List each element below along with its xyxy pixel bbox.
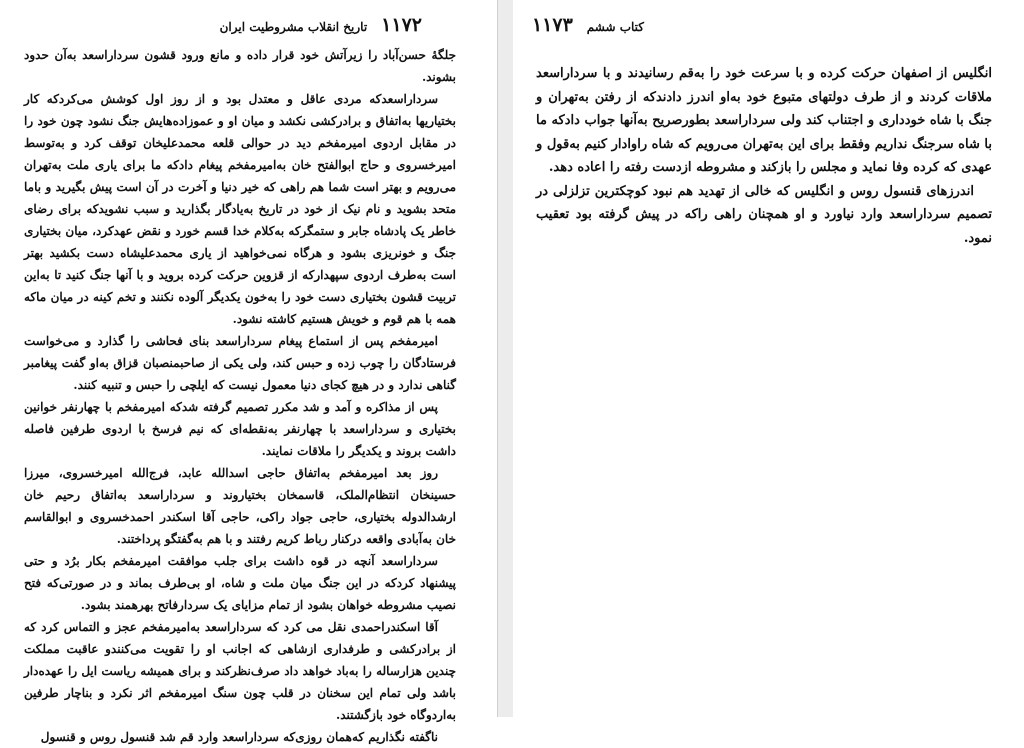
left-page-body <box>24 44 456 748</box>
paragraph: ناگفته نگذاریم که‌همان روزی‌که سرداراسعد وارد قم شد قنسول روس و قنسول <box>40 730 438 744</box>
left-running-title: تاریخ انقلاب مشروطیت ایران <box>219 20 368 34</box>
paragraph: امیرمفخم پس از استماع پیغام سرداراسعد بنای فحاشی را گذارد و می‌خواست فرستادگان را چوب زده و حبس کند، ولی یکی از صاحبمنصبان قزاق به‌او گفت پیغامبر گناهی ندارد و در هیچ کجای دنیا معمول نیست که ایلچی را حبس و تنبیه کنند. <box>24 334 456 392</box>
paragraph: انگلیس از اصفهان حرکت کرده و با سرعت خود را به‌قم رسانیدند و با سرداراسعد ملاقات کردند و از طرف دولتهای متبوع خود به‌او اندرز دادندکه از رفتن به‌تهران و جنگ با شاه خودداری و اجتناب کند ولی سرداراسعد بطورصریح به‌آنها جواب دادکه ما با شاه سرجنگ نداریم وفقط برای این به‌تهران می‌رویم که شاه راوادار کنیم به‌قول و عهدی که کرده وفا نماید و مجلس را بازکند و مشروطه ازدست رفته را اعاده دهد. <box>536 66 992 175</box>
paragraph: اندرزهای قنسول روس و انگلیس که خالی از تهدید هم نبود کوچکترین تزلزلی در تصمیم سرداراسعد وارد نیاورد و او همچنان راهی راکه در پیش گرفته بود تعقیب نمود. <box>536 183 992 246</box>
paragraph: سرداراسعدکه مردی عاقل و معتدل بود و از روز اول کوشش می‌کردکه کار بختیاریها به‌اتفاق و برادرکشی نکشد و میان او و عموزاده‌هایش جنگ نشود چون خود را در مقابل اردوی امیرمفخم دید در حوالی قلعه محمدعلیخان توقف کرد و به‌توسط امیرخسروی و حاج ابوالفتح خان به‌امیرمفخم پیغام دادکه ما برای یاری ملت به‌تهران می‌رویم و بهتر است شما هم راهی که خیر دنیا و آخرت در آن است پیش بگیرید و باما متحد بشوید و نام نیک از خود در تاریخ به‌یادگار بگذارید و سبب نشویدکه برای رضای خاطر یک پادشاه جابر و ستمگرکه به‌کلام خدا قسم خورد و نقض عهدکرد، میان بختیاری جنگ و خونریزی بشود و هرگاه نمی‌خواهید از یاری محمدعلیشاه دست بکشید بهتر است به‌طرف اردوی سپهدارکه از قزوین حرکت کرده بروید و با آنها جنگ کنید تا به‌این تربیت قشون بختیاری دست خود را به‌خون یکدیگر آلوده نکنند و تخم کینه در میان ماکه همه با هم قوم و خویش هستیم کاشته نشود. <box>24 92 456 326</box>
left-page <box>0 0 512 744</box>
right-page-number: ۱۱۷۳ <box>531 14 573 36</box>
right-page-body <box>536 62 992 250</box>
left-page-header <box>220 14 422 40</box>
paragraph: پس از مذاکره و آمد و شد مکرر تصمیم گرفته شدکه امیرمفخم با چهارنفر خوانین بختیاری و سرداراسعد با چهارنفر به‌نقطه‌ای که نیم فرسخ با اردوی طرفین فاصله داشت بروند و یکدیگر را ملاقات نمایند. <box>24 400 456 458</box>
right-page-header <box>532 14 644 40</box>
paragraph: روز بعد امیرمفخم به‌اتفاق حاجی اسدالله عابد، فرج‌الله امیرخسروی، میرزا حسینخان انتظام‌الملک، قاسمخان بختیاروند و سرداراسعد به‌اتفاق رحیم خان ارشدالدوله بختیاری، حاجی جواد راکی، حاجی آقا اسکندر احمدخسروی و ابوالقاسم خان به‌آبادی واقعه درکنار رباط کریم رفتند و با هم به‌گفتگو پرداختند. <box>24 466 456 546</box>
paragraph: سرداراسعد آنچه در قوه داشت برای جلب موافقت امیرمفخم بکار برُد و حتی پیشنهاد کردکه در این جنگ میان ملت و شاه، او بی‌طرف بماند و در صورتی‌که فتح نصیب مشروطه خواهان بشود از تمام مزایای یک سردارفاتح بهرهمند بشود. <box>24 554 456 612</box>
paragraph: جلگهٔ حسن‌آباد را زیرآتش خود قرار داده و مانع ورود قشون سرداراسعد به‌آن حدود بشوند. <box>24 48 456 84</box>
paragraph: آقا اسکندراحمدی نقل می کرد که سرداراسعد به‌امیرمفخم عجز و التماس کرد که از برادرکشی و طرفداری ازشاهی که اجانب او را تقویت می‌کنندو عاقبت مملکت چندین هزارساله را به‌باد خواهد داد صرف‌نظرکند و برای همیشه ریاست ایل را عهده‌دار باشد ولی تمام این سخنان در قلب چون سنگ امیرمفخم اثر نکرد و بناچار طرفین به‌اردوگاه خود بازگشتند. <box>24 620 456 722</box>
right-running-title: کتاب ششم <box>586 20 644 34</box>
right-page <box>513 0 1024 717</box>
left-page-number: ۱۱۷۲ <box>381 14 422 36</box>
